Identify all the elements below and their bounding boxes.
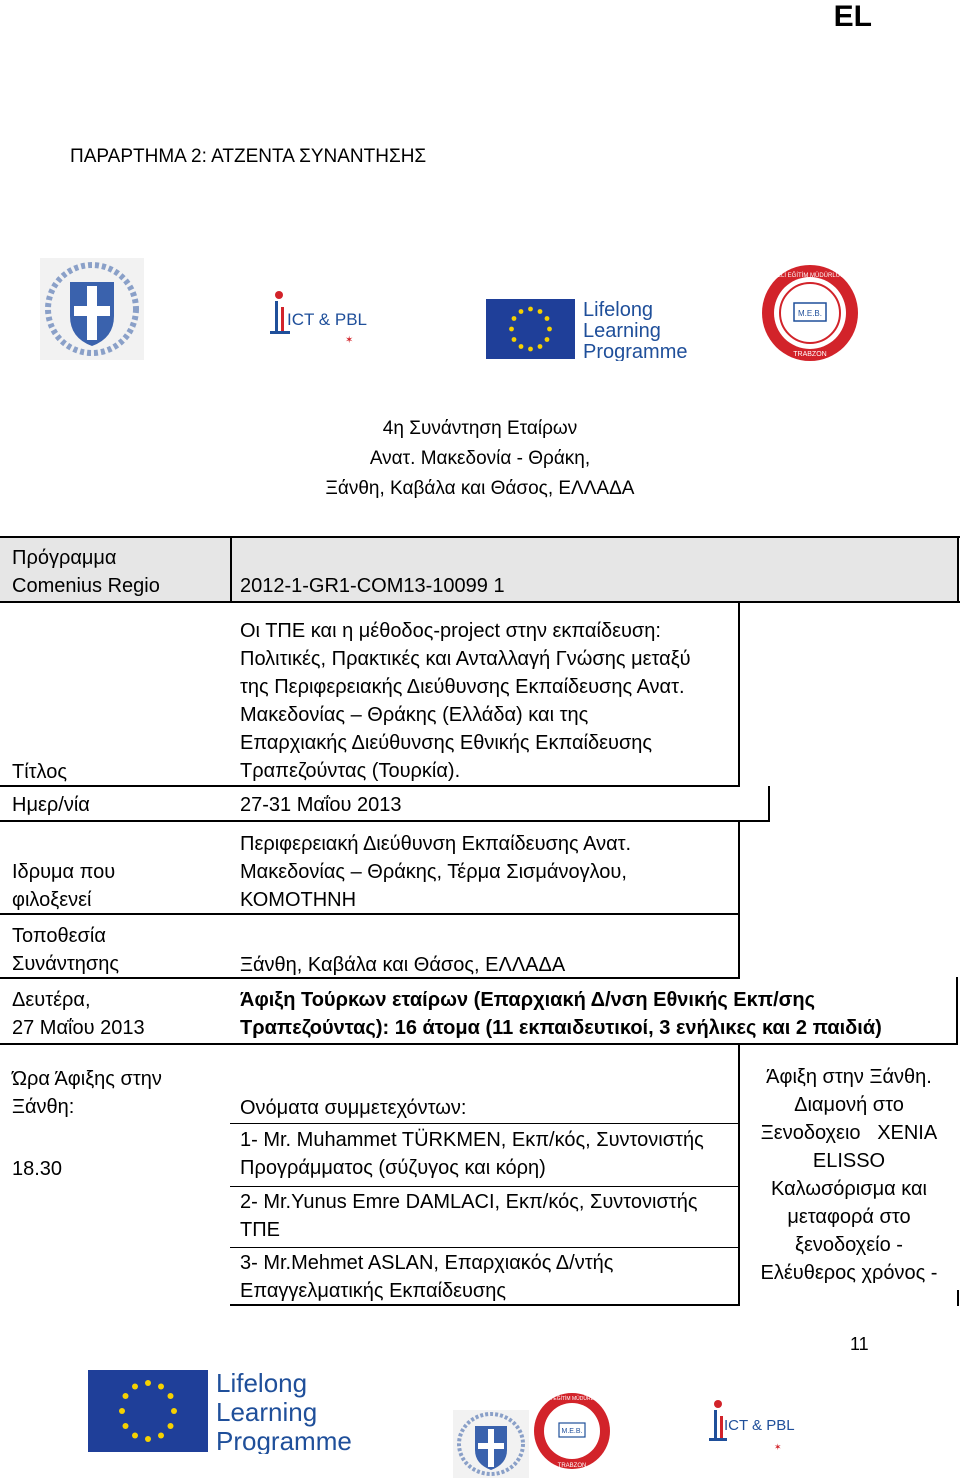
- greek-coat-of-arms-logo: [40, 258, 144, 360]
- language-code: EL: [833, 0, 872, 33]
- lifelong-learning-logo-top: [486, 297, 696, 361]
- arrival-label-line: Ξάνθη:: [12, 1096, 75, 1118]
- meeting-line-2: Ανατ. Μακεδονία - Θράκη,: [369, 448, 591, 469]
- notes-right-border-stub: [957, 1290, 959, 1306]
- participants-divider: [230, 1247, 740, 1248]
- location-label-line: Τοποθεσία: [12, 925, 106, 947]
- arrival-note-line: Ελέυθερος χρόνος -: [760, 1262, 938, 1284]
- lll-word-3: Programme: [583, 341, 688, 361]
- title-line: Πολιτικές, Πρακτικές και Ανταλλαγή Γνώσης μεταξύ: [240, 648, 691, 670]
- day-label: [12, 986, 145, 1042]
- programme-divider: [230, 536, 232, 602]
- title-line: Μακεδονίας – Θράκης (Ελλάδα) και της: [240, 704, 589, 726]
- eu-flag-icon: [88, 1368, 370, 1454]
- location-label: [12, 922, 119, 978]
- participants-divider: [230, 1123, 740, 1124]
- host-value: [240, 830, 631, 914]
- greek-emblem-icon: [453, 1410, 529, 1478]
- date-value: 27-31 Μαΐου 2013: [240, 794, 402, 816]
- location-value: Ξάνθη, Καβάλα και Θάσος, ΕΛΛΑΔΑ: [240, 954, 566, 976]
- title-row-border: [0, 785, 740, 787]
- table-right-border: [957, 536, 959, 602]
- svg-text:✶: ✶: [345, 335, 354, 346]
- host-line: ΚΟΜΟΤΗΝΗ: [240, 889, 357, 911]
- svg-text:✶: ✶: [774, 1442, 782, 1452]
- greek-coat-of-arms-logo-bottom: [453, 1410, 529, 1478]
- arrival-label: [12, 1065, 162, 1121]
- arrival-label-line: Ώρα Άφιξης στην: [12, 1068, 162, 1090]
- title-line: Οι ΤΠΕ και η μέθοδος-project στην εκπαίδευση:: [240, 620, 661, 642]
- meb-seal-icon: [758, 263, 863, 364]
- arrival-note-line: Άφιξη στην Ξάνθη.: [766, 1066, 932, 1088]
- lll-word-2: Learning: [583, 320, 661, 342]
- participant-3: [240, 1249, 613, 1305]
- ict-pbl-logo-bottom: [704, 1396, 804, 1454]
- host-line: Μακεδονίας – Θράκης, Τέρμα Σισμάνογλου,: [240, 861, 627, 883]
- day-line: Άφιξη Τούρκων εταίρων (Επαρχιακή Δ/νση Εθνικής Εκπ/σης: [240, 989, 815, 1011]
- arrival-note-line: Διαμονή στο: [794, 1094, 904, 1116]
- meb-center-text: M.E.B.: [797, 309, 823, 318]
- meb-bottom-city-text: TRABZON: [557, 1463, 587, 1469]
- eu-flag-icon: [486, 297, 696, 361]
- meeting-heading: [0, 414, 960, 504]
- lll-bottom-word-2: Learning: [216, 1397, 318, 1427]
- arrival-note-line: Ξενοδοχειο ΧΕΝΙΑ: [760, 1122, 938, 1144]
- meb-city-text: TRABZON: [793, 351, 827, 358]
- programme-code: 2012-1-GR1-COM13-10099 1: [240, 575, 505, 597]
- ict-pbl-logo: [265, 287, 380, 347]
- host-right-border: [738, 822, 740, 978]
- participant-2: [240, 1188, 697, 1244]
- title-right-border: [738, 602, 740, 786]
- meeting-line-1: 4η Συνάντηση Εταίρων: [382, 418, 578, 439]
- meb-ring-text: MİLLİ EĞİTİM MÜDÜRLÜĞÜ: [770, 273, 850, 279]
- participant-line: ΤΠΕ: [240, 1219, 280, 1241]
- participant-line: Επαγγελματικής Εκπαίδευσης: [240, 1280, 507, 1302]
- arrival-note-line: ξενοδοχείο -: [795, 1234, 903, 1256]
- title-line: της Περιφερειακής Διεύθυνσης Εκπαίδευσης Ανατ.: [240, 676, 685, 698]
- day-right-border: [956, 977, 958, 1045]
- lifelong-learning-logo-bottom: [88, 1368, 370, 1454]
- greek-emblem-icon: [40, 258, 144, 360]
- programme-row-border: [0, 601, 960, 603]
- date-row-border: [0, 820, 770, 822]
- arrival-notes: [742, 1063, 956, 1287]
- annex-title: ΠΑΡΑΡΤΗΜΑ 2: ΑΤΖΕΝΤΑ ΣΥΝΑΝΤΗΣΗΣ: [70, 146, 427, 167]
- ict-pbl-bottom-text: ICT & PBL: [724, 1417, 795, 1434]
- meb-seal-icon: [533, 1390, 611, 1472]
- host-line: Περιφερειακή Διεύθυνση Εκπαίδευσης Ανατ.: [240, 833, 632, 855]
- host-label: [12, 858, 115, 914]
- title-label: Τίτλος: [12, 761, 68, 783]
- lll-bottom-word-1: Lifelong: [216, 1368, 308, 1398]
- participant-line: 1- Mr. Muhammet TÜRKMEN, Εκπ/κός, Συντονιστής: [240, 1129, 704, 1151]
- arrival-note-line: Καλωσόρισμα και: [770, 1178, 927, 1200]
- location-label-line: Συνάντησης: [12, 953, 119, 975]
- meb-trabzon-logo-bottom: [533, 1390, 611, 1472]
- participant-line: Προγράμματος (σύζυγος και κόρη): [240, 1157, 546, 1179]
- page-number: 11: [850, 1334, 869, 1354]
- host-label-line: φιλοξενεί: [12, 889, 92, 911]
- meeting-line-3: Ξάνθη, Καβάλα και Θάσος, ΕΛΛΑΔΑ: [325, 478, 635, 499]
- day-line: Τραπεζούντας): 16 άτομα (11 εκπαιδευτικοί, 3 ενήλικες και 2 παιδιά): [240, 1017, 882, 1039]
- title-line: Επαρχιακής Διεύθυνσης Εθνικής Εκπαίδευσης: [240, 732, 653, 754]
- participants-divider: [230, 1186, 740, 1187]
- title-line: Τραπεζούντας (Τουρκία).: [240, 760, 461, 782]
- lll-bottom-word-3: Programme: [216, 1426, 352, 1454]
- ict-pbl-text: ICT & PBL: [287, 310, 367, 329]
- lll-word-1: Lifelong: [583, 299, 654, 321]
- table-top-border: [0, 536, 960, 538]
- date-right-border: [768, 786, 770, 822]
- meb-bottom-center-text: M.E.B.: [561, 1428, 583, 1435]
- arrival-time: 18.30: [12, 1158, 63, 1180]
- arrival-note-line: μεταφορά στο: [787, 1206, 911, 1228]
- day-label-line: 27 Μαΐου 2013: [12, 1017, 145, 1039]
- meb-trabzon-logo: [758, 263, 863, 364]
- day-label-line: Δευτέρα,: [12, 989, 91, 1011]
- participants-heading: Ονόματα συμμετεχόντων:: [240, 1097, 467, 1119]
- host-label-line: Ιδρυμα που: [12, 861, 116, 883]
- programme-label-1: Πρόγραμμα: [12, 547, 117, 569]
- day-value: [240, 986, 882, 1042]
- arrival-note-line: ELISSO: [812, 1150, 886, 1172]
- participant-1: [240, 1126, 704, 1182]
- participant-line: 2- Mr.Yunus Emre DAMLACI, Εκπ/κός, Συντονιστής: [240, 1191, 698, 1213]
- meb-bottom-ring-text: MİLLİ EĞİTİM MÜDÜRLÜĞÜ: [539, 1396, 605, 1402]
- day-row-border: [0, 1043, 958, 1045]
- programme-label-2: Comenius Regio: [12, 575, 160, 597]
- date-label: Ημερ/νία: [12, 794, 90, 816]
- programme-label: [12, 544, 160, 600]
- notes-left-border: [738, 1045, 740, 1306]
- participant-line: 3- Mr.Mehmet ASLAN, Επαρχιακός Δ/ντής: [240, 1252, 614, 1274]
- title-value: [240, 617, 691, 785]
